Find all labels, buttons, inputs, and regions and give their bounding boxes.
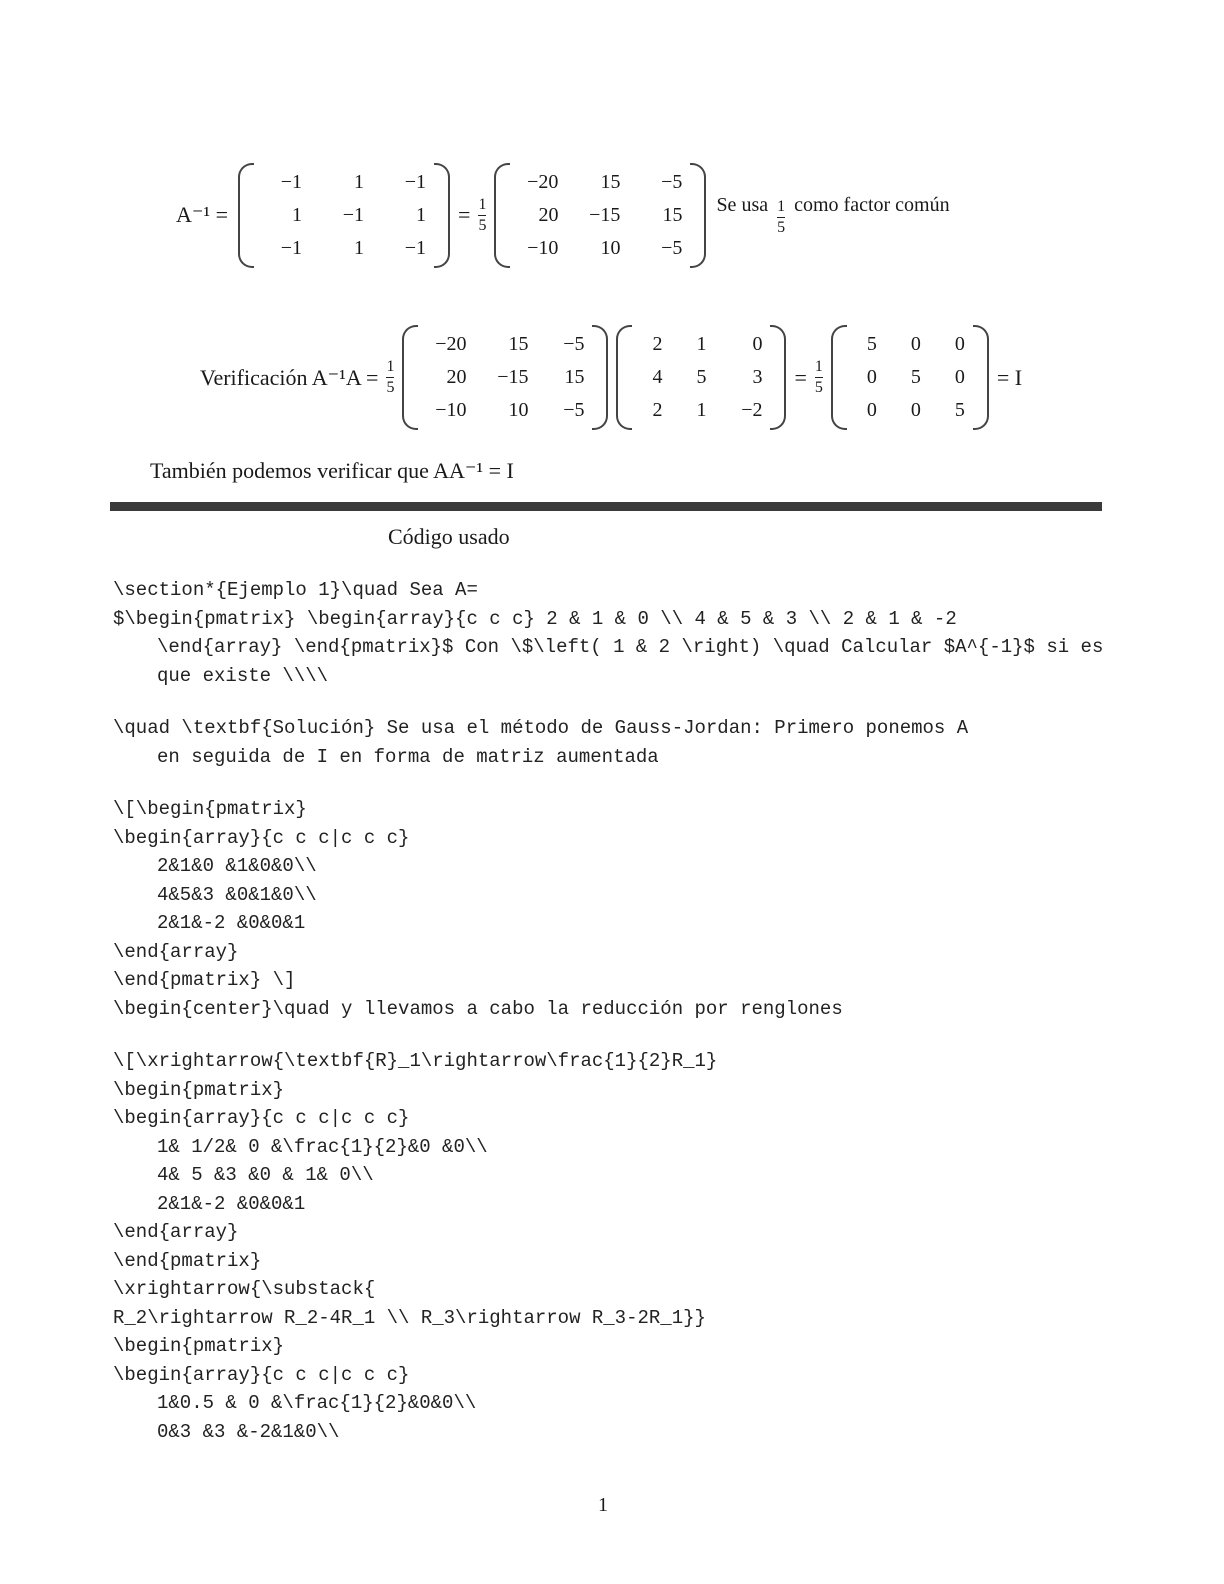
matrix-cell: 5: [954, 399, 965, 421]
matrix-cell: −1: [280, 170, 303, 193]
code-line: \begin{array}{c c c|c c c}: [113, 826, 410, 849]
matrix-cell: 0: [866, 399, 877, 421]
matrix-cell: −20: [527, 170, 559, 193]
matrix-cell: 1: [292, 203, 303, 226]
matrix-cell: −5: [563, 333, 585, 355]
matrix-cell: 1: [354, 170, 365, 193]
code-listing: [113, 576, 1104, 1446]
code-line: \xrightarrow{\substack{: [113, 1278, 376, 1300]
code-line: \section*{Ejemplo 1}\quad Sea A=: [113, 579, 478, 601]
matrix-cell: 5: [696, 366, 707, 388]
code-line: \begin{pmatrix}: [113, 1078, 285, 1101]
matrix-cell: 1: [354, 236, 365, 259]
code-line: \[\begin{pmatrix}: [113, 798, 307, 820]
code-line: 1&0.5 & 0 &\frac{1}{2}&0&0\\: [157, 1392, 477, 1414]
code-line: 4& 5 &3 &0 & 1& 0\\: [157, 1164, 374, 1186]
matrix-cell: 3: [752, 366, 763, 388]
matrix-a-inverse-raw: [238, 163, 450, 268]
matrix-cell: −1: [280, 236, 303, 259]
matrix-cell: −2: [741, 399, 763, 421]
code-line: 0&3 &3 &-2&1&0\\: [157, 1420, 340, 1443]
code-line: 2&1&0 &1&0&0\\: [157, 855, 317, 877]
matrix-inverse: [402, 325, 608, 430]
matrix-cell: 2: [652, 399, 663, 421]
matrix-cell: 0: [954, 333, 965, 355]
code-line: \end{array}: [113, 940, 239, 963]
matrix-cell: −10: [435, 399, 467, 421]
equation-verification: [200, 320, 1022, 435]
matrix-cell: −1: [404, 170, 427, 193]
verify-text: También podemos verificar que AA⁻¹ = I: [150, 458, 514, 483]
matrix-cell: −15: [497, 366, 529, 388]
matrix-a: [616, 325, 786, 430]
code-line: 2&1&-2 &0&0&1: [157, 912, 306, 934]
equals-sign: =: [458, 202, 471, 227]
equals-sign: =: [794, 364, 807, 390]
code-line: \end{array}: [113, 1221, 239, 1243]
matrix-cell: 5: [866, 333, 877, 355]
matrix-cell: 0: [866, 366, 877, 388]
code-line: \begin{center}\quad y llevamos a cabo la reducción por renglones: [113, 997, 843, 1020]
code-line: 4&5&3 &0&1&0\\: [157, 883, 317, 906]
matrix-cell: 20: [446, 366, 467, 388]
matrix-cell: 2: [652, 333, 663, 355]
matrix-cell: 1: [696, 333, 707, 355]
matrix-cell: −20: [435, 333, 467, 355]
code-line: en seguida de I en forma de matriz aumentada: [157, 745, 659, 768]
code-line: 2&1&-2 &0&0&1: [157, 1192, 306, 1215]
matrix-cell: −5: [661, 236, 683, 259]
code-line: \end{pmatrix} \]: [113, 969, 296, 991]
verification-lead: Verificación A⁻¹A =: [200, 364, 379, 390]
section-divider: [110, 502, 1102, 511]
matrix-cell: 10: [600, 236, 621, 259]
code-line: \[\xrightarrow{\textbf{R}_1\rightarrow\frac{1}{2}R_1}: [113, 1050, 718, 1072]
matrix-cell: 15: [662, 203, 683, 226]
equation-lhs: A⁻¹ =: [176, 202, 229, 227]
matrix-cell: 20: [538, 203, 559, 226]
matrix-cell: 0: [910, 399, 921, 421]
page-number: 1: [598, 1494, 608, 1516]
matrix-cell: 0: [954, 366, 965, 388]
equation-tail: = I: [996, 364, 1023, 390]
code-line: \begin{array}{c c c|c c c}: [113, 1107, 410, 1129]
code-line: \end{pmatrix}: [113, 1249, 262, 1272]
matrix-cell: 15: [508, 333, 529, 355]
matrix-cell: −10: [527, 236, 559, 259]
matrix-cell: 1: [416, 203, 427, 226]
fraction: $\frac{1}{5}$: [478, 195, 487, 234]
matrix-cell: 4: [652, 366, 663, 388]
matrix-cell: 0: [910, 333, 921, 355]
code-line: \quad \textbf{Solución} Se usa el método de Gauss-Jordan: Primero ponemos A: [113, 717, 969, 739]
code-line: R_2\rightarrow R_2-4R_1 \\ R_3\rightarrow R_3-2R_1}}: [113, 1306, 706, 1329]
matrix-cell: 15: [600, 170, 621, 193]
code-line: \end{array} \end{pmatrix}$ Con \$\left( 1 & 2 \right) \quad Calcular $A^{-1}$ si es: [157, 636, 1104, 658]
matrix-cell: 10: [508, 399, 529, 421]
code-line: $\begin{pmatrix} \begin{array}{c c c} 2 & 1 & 0 \\ 4 & 5 & 3 \\ 2 & 1 & -2: [113, 607, 957, 630]
matrix-cell: −5: [563, 399, 585, 421]
equation-inverse: [176, 155, 950, 275]
code-line: que existe \\\\: [157, 664, 329, 687]
code-line: \begin{pmatrix}: [113, 1335, 285, 1357]
fraction: $\frac{1}{5}$: [386, 358, 395, 396]
common-factor-note: Se usa $\frac{1}{5}$ como factor común: [716, 194, 950, 236]
matrix-cell: −5: [661, 170, 683, 193]
code-line: \begin{array}{c c c|c c c}: [113, 1363, 410, 1386]
matrix-a-inverse-scaled: [494, 163, 706, 268]
code-line: 1& 1/2& 0 &\frac{1}{2}&0 &0\\: [157, 1135, 488, 1158]
matrix-cell: 0: [752, 333, 763, 355]
matrix-cell: 5: [910, 366, 921, 388]
matrix-identity-times-5: [831, 325, 989, 430]
matrix-cell: 15: [564, 366, 585, 388]
fraction: $\frac{1}{5}$: [814, 358, 823, 396]
matrix-cell: −1: [342, 203, 365, 226]
source-code-title: Código usado: [388, 524, 510, 549]
matrix-cell: −1: [404, 236, 427, 259]
matrix-cell: 1: [696, 399, 707, 421]
matrix-cell: −15: [589, 203, 621, 226]
